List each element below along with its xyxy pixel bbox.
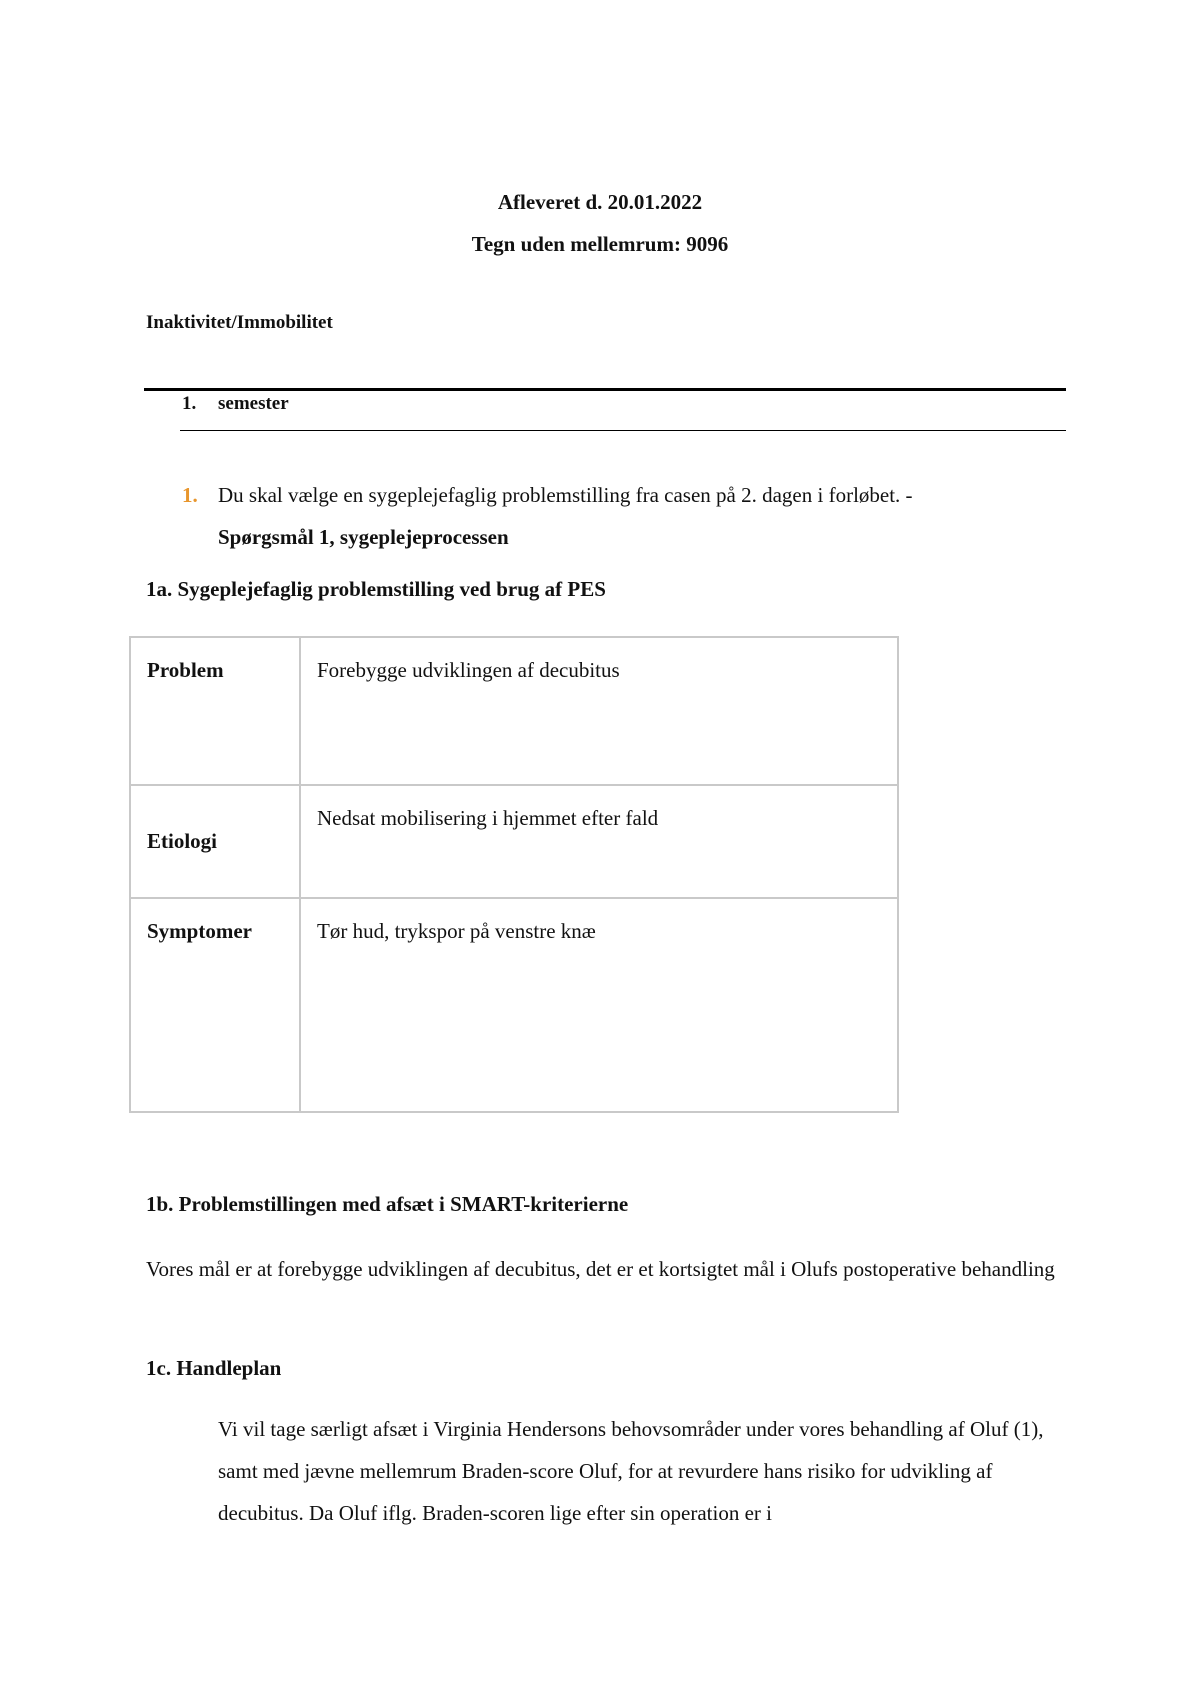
subject-title: Inaktivitet/Immobilitet bbox=[146, 312, 333, 333]
heading-1c: 1c. Handleplan bbox=[146, 1356, 282, 1380]
question-text: Du skal vælge en sygeplejefaglig problemstilling fra casen på 2. dagen i forløbet. - bbox=[218, 483, 913, 507]
paragraph-1b: Vores mål er at forebygge udviklingen af decubitus, det er et kortsigtet mål i Olufs postoperative behandling bbox=[146, 1257, 1055, 1281]
semester-line bbox=[182, 393, 289, 415]
paragraph-1c: Vi vil tage særligt afsæt i Virginia Hendersons behovsområder under vores behandling af Oluf (1), samt med jævne mellemrum Braden-score Oluf, for at revurdere hans risiko for udvikling af decubitus. Da Oluf iflg. Braden-scoren lige efter sin operation er i bbox=[218, 1417, 1044, 1525]
top-rule bbox=[144, 388, 1066, 391]
pes-value-symptomer: Tør hud, trykspor på venstre knæ bbox=[300, 898, 898, 1112]
pes-label-problem: Problem bbox=[130, 637, 300, 785]
pes-table bbox=[129, 636, 899, 1113]
table-row bbox=[130, 785, 898, 898]
table-row bbox=[130, 898, 898, 1112]
heading-1a: 1a. Sygeplejefaglig problemstilling ved brug af PES bbox=[146, 577, 606, 601]
question-1 bbox=[182, 474, 1082, 558]
pes-value-problem: Forebygge udviklingen af decubitus bbox=[300, 637, 898, 785]
semester-number: 1. bbox=[182, 393, 197, 414]
pes-value-etiologi: Nedsat mobilisering i hjemmet efter fald bbox=[300, 785, 898, 898]
submitted-date: Afleveret d. 20.01.2022 bbox=[497, 190, 703, 214]
heading-1b: 1b. Problemstillingen med afsæt i SMART-kriterierne bbox=[146, 1192, 629, 1216]
pes-label-symptomer: Symptomer bbox=[130, 898, 300, 1112]
question-number: 1. bbox=[182, 483, 198, 507]
character-count: Tegn uden mellemrum: 9096 bbox=[471, 232, 729, 256]
question-subtitle: Spørgsmål 1, sygeplejeprocessen bbox=[218, 525, 509, 549]
pes-label-etiologi: Etiologi bbox=[130, 785, 300, 898]
table-row bbox=[130, 637, 898, 785]
semester-label: semester bbox=[218, 393, 289, 414]
bottom-rule bbox=[180, 430, 1066, 431]
